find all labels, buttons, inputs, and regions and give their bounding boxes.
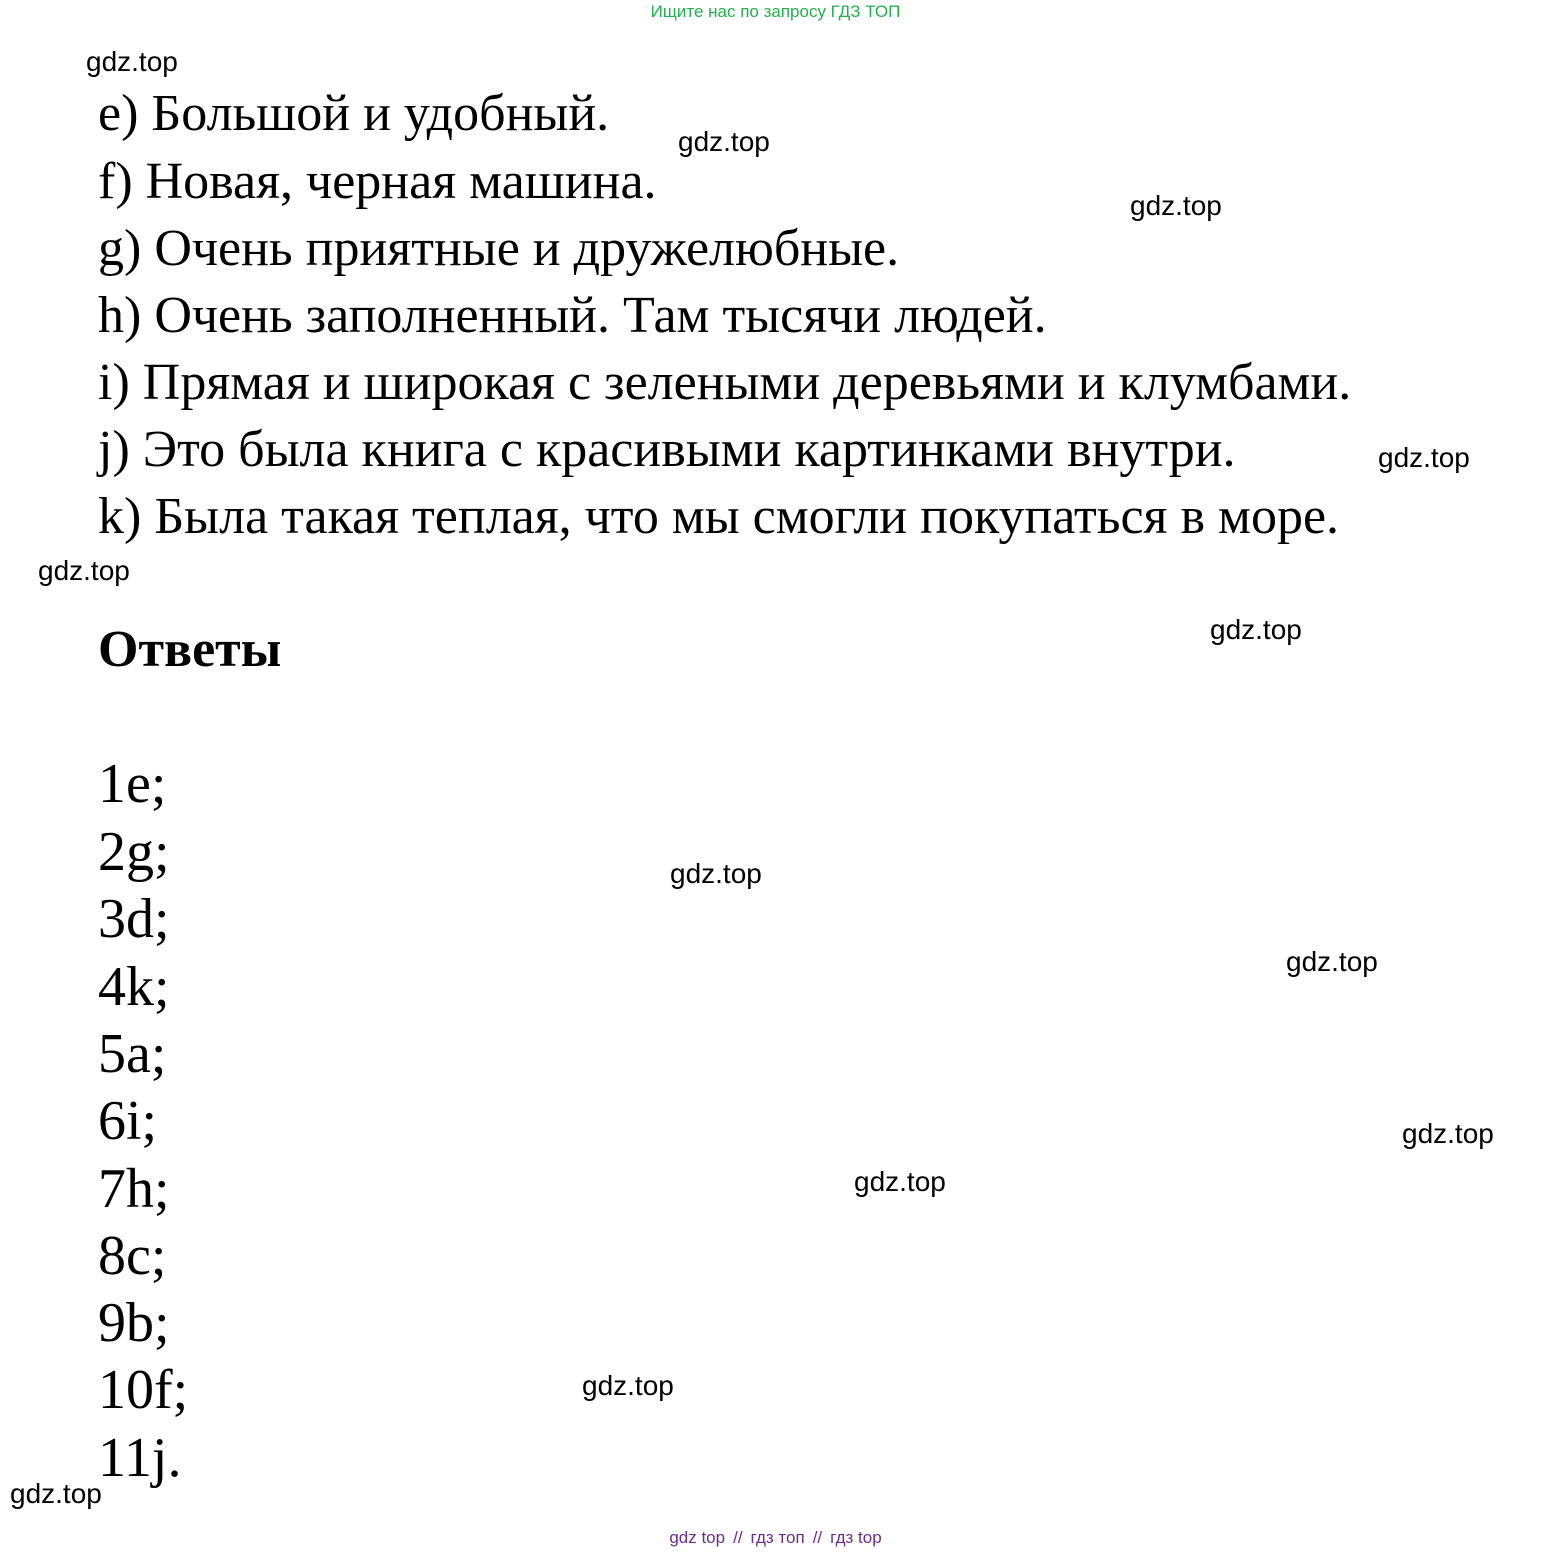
watermark: gdz.top — [678, 126, 770, 157]
answer-item: 8c; — [98, 1225, 167, 1287]
answer-item: 7h; — [98, 1158, 170, 1220]
watermark: gdz.top — [1378, 442, 1470, 473]
watermark: gdz.top — [1130, 190, 1222, 221]
watermark: gdz.top — [1286, 946, 1378, 977]
top-banner: Ищите нас по запросу ГДЗ ТОП — [650, 2, 901, 21]
answer-item: 6i; — [98, 1090, 158, 1152]
sentence-f: f) Новая, черная машина. — [98, 153, 657, 210]
answer-item: 5a; — [98, 1023, 167, 1085]
sentence-k: k) Была такая теплая, что мы смогли покупаться в море. — [98, 488, 1340, 545]
sentence-h: h) Очень заполненный. Там тысячи людей. — [98, 287, 1047, 344]
watermark: gdz.top — [86, 46, 178, 77]
sentence-g: g) Очень приятные и дружелюбные. — [98, 220, 900, 277]
watermark: gdz.top — [1402, 1118, 1494, 1149]
watermark: gdz.top — [854, 1166, 946, 1197]
sentence-i: i) Прямая и широкая с зелеными деревьями и клумбами. — [98, 354, 1352, 411]
bottom-banner-part: гдз top — [830, 1528, 882, 1547]
watermark: gdz.top — [670, 858, 762, 889]
answer-item: 10f; — [98, 1359, 189, 1421]
watermark: gdz.top — [10, 1478, 102, 1509]
answer-item: 11j. — [98, 1427, 182, 1489]
bottom-banner-separator: // — [812, 1528, 823, 1547]
answer-item: 1e; — [98, 753, 167, 815]
bottom-banner-separator: // — [733, 1528, 743, 1547]
watermark: gdz.top — [1210, 614, 1302, 645]
sentence-j: j) Это была книга с красивыми картинками внутри. — [98, 421, 1236, 478]
watermark: gdz.top — [38, 555, 130, 586]
bottom-banner-part: gdz top — [669, 1528, 726, 1547]
watermark: gdz.top — [582, 1370, 674, 1401]
bottom-banner — [0, 1528, 1551, 1548]
answer-item: 2g; — [98, 821, 170, 883]
answer-item: 9b; — [98, 1292, 170, 1354]
bottom-banner-part: гдз топ — [750, 1528, 805, 1547]
answers-heading: Ответы — [98, 621, 282, 678]
answer-item: 4k; — [98, 956, 170, 1018]
sentence-e: e) Большой и удобный. — [98, 85, 610, 142]
answer-item: 3d; — [98, 888, 170, 950]
